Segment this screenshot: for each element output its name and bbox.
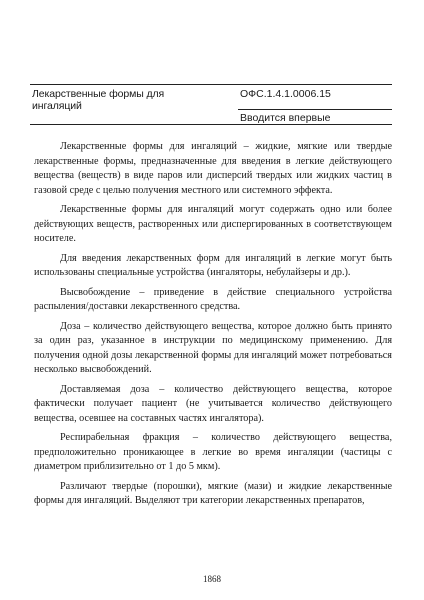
header-top-rule bbox=[30, 84, 392, 85]
paragraph: Различают твердые (порошки), мягкие (мази) и жидкие лекарственные формы для ингаляций. Выделяют три категории лекарственных препаратов, bbox=[34, 480, 392, 506]
body-text bbox=[34, 140, 392, 514]
paragraph: Респирабельная фракция – количество действующего вещества, предположительно проникающее в легкие во время ингаляции (частицы с диаметром приблизительно от 1 до 5 мкм). bbox=[34, 432, 392, 472]
paragraph: Для введения лекарственных форм для ингаляций в легкие могут быть использованы специальные устройства (ингаляторы, небулайзеры и др.). bbox=[34, 252, 392, 278]
paragraph: Доставляемая доза – количество действующего вещества, которое фактически получает пациент (не учитывается количество действующего вещества, осевшее на составных частях ингалятора). bbox=[34, 383, 392, 424]
header-bottom-rule bbox=[30, 124, 392, 125]
monograph-title: Лекарственные формы для ингаляций bbox=[32, 88, 165, 112]
header-middle-rule bbox=[238, 109, 392, 110]
paragraph: Высвобождение – приведение в действие специального устройства распыления/доставки лекарственного средства. bbox=[34, 286, 392, 312]
paragraph: Лекарственные формы для ингаляций могут содержать одно или более действующих веществ, растворенных или диспергированных в соответствующем носителе. bbox=[34, 204, 392, 244]
page-number: 1868 bbox=[203, 574, 221, 584]
paragraph: Лекарственные формы для ингаляций – жидкие, мягкие или твердые лекарственные формы, предназначенные для введения в легкие действующего вещества (веществ) в виде паров или дисперсий твердых или жидких частиц в газовой среде с целью получения местного или системного эффекта. bbox=[34, 141, 392, 196]
monograph-status-note: Вводится впервые bbox=[240, 112, 331, 124]
monograph-code: ОФС.1.4.1.0006.15 bbox=[240, 88, 331, 100]
paragraph: Доза – количество действующего вещества, которое должно быть принято за один раз, указанное в инструкции по медицинскому применению. Для получения одной дозы лекарственной формы для ингаляций может потребоваться несколько высвобождений. bbox=[34, 320, 392, 375]
